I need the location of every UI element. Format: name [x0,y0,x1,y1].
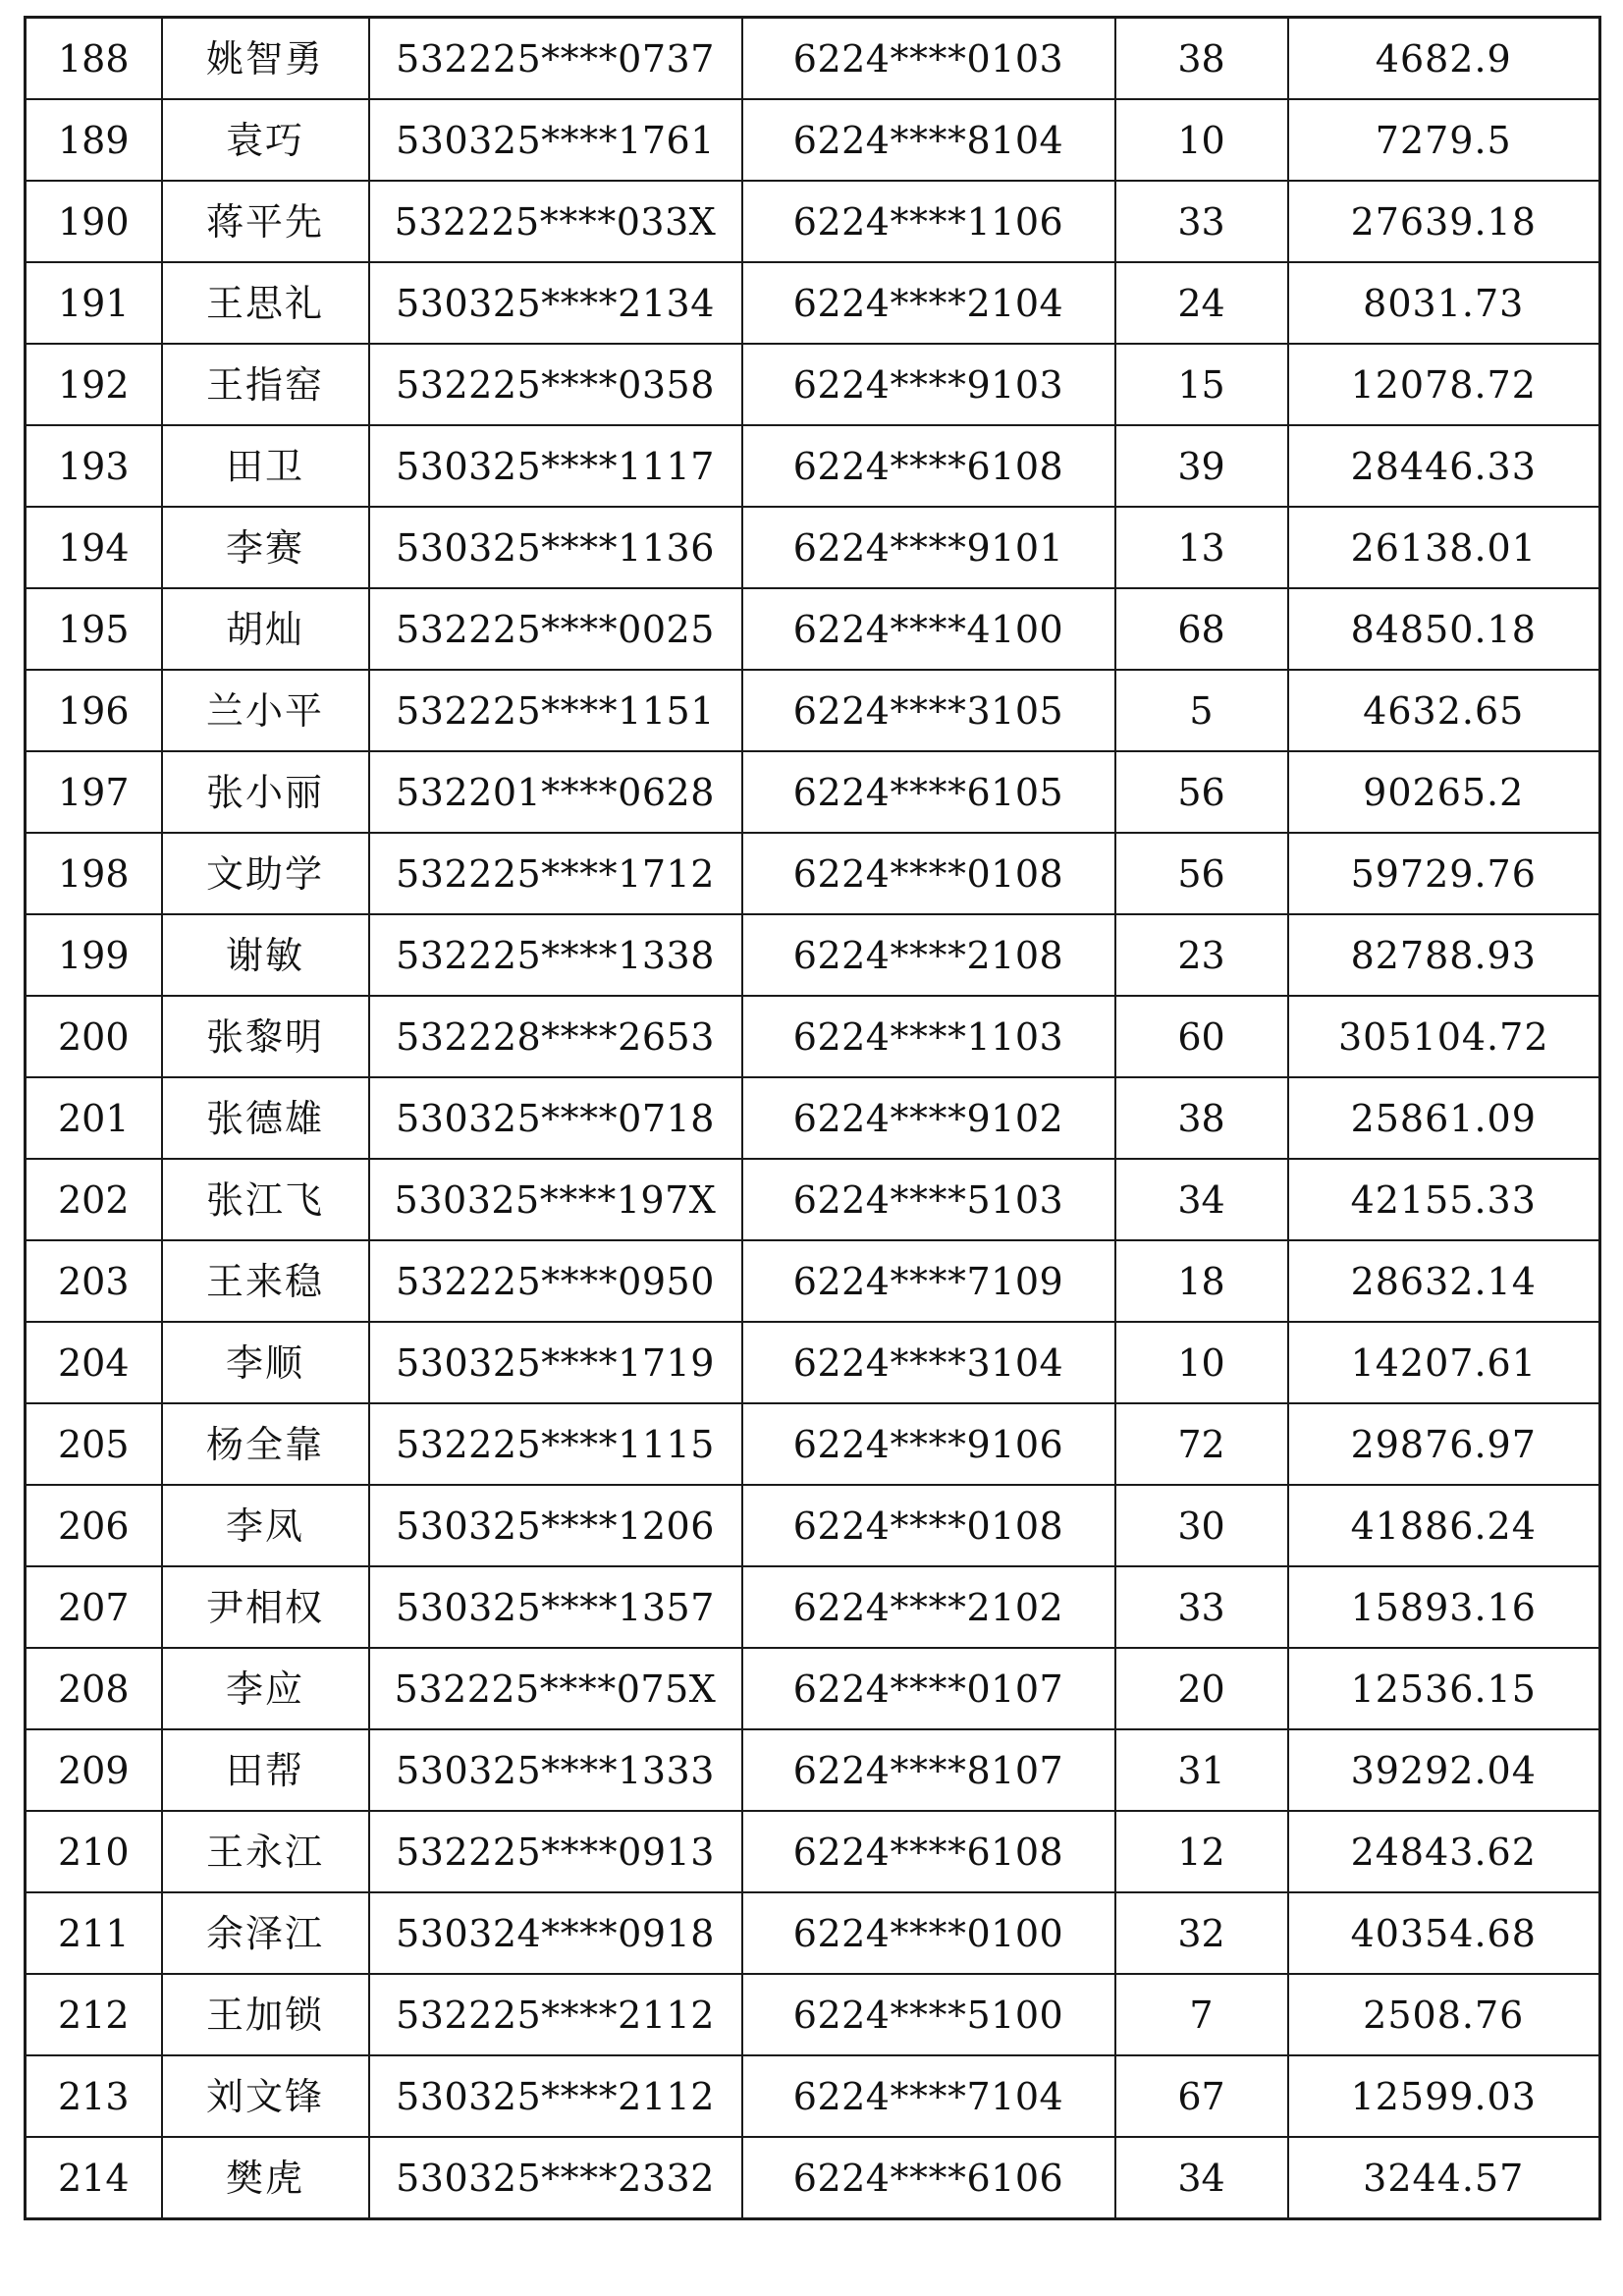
row-number-cell: 197 [26,751,162,833]
count-cell: 18 [1115,1240,1288,1322]
name-cell: 王永江 [162,1811,369,1892]
row-number-cell: 214 [26,2137,162,2219]
id-number-cell: 530325****2332 [369,2137,742,2219]
name-cell: 樊虎 [162,2137,369,2219]
table-row [26,1811,1600,1892]
card-number-cell: 6224****7104 [742,2055,1115,2137]
id-number-cell: 530325****1357 [369,1566,742,1648]
table-body [26,18,1600,2219]
count-cell: 10 [1115,1322,1288,1403]
name-cell: 张江飞 [162,1159,369,1240]
count-cell: 56 [1115,833,1288,914]
amount-cell: 82788.93 [1288,914,1600,996]
amount-cell: 39292.04 [1288,1729,1600,1811]
card-number-cell: 6224****8104 [742,99,1115,181]
name-cell: 姚智勇 [162,18,369,100]
id-number-cell: 530324****0918 [369,1892,742,1974]
card-number-cell: 6224****2108 [742,914,1115,996]
row-number-cell: 205 [26,1403,162,1485]
name-cell: 张德雄 [162,1077,369,1159]
amount-cell: 29876.97 [1288,1403,1600,1485]
id-number-cell: 532225****0737 [369,18,742,100]
table-row [26,1485,1600,1566]
count-cell: 7 [1115,1974,1288,2055]
amount-cell: 305104.72 [1288,996,1600,1077]
amount-cell: 28446.33 [1288,425,1600,507]
count-cell: 72 [1115,1403,1288,1485]
row-number-cell: 198 [26,833,162,914]
card-number-cell: 6224****2104 [742,262,1115,344]
id-number-cell: 532225****1115 [369,1403,742,1485]
name-cell: 李应 [162,1648,369,1729]
card-number-cell: 6224****0100 [742,1892,1115,1974]
table-row [26,1566,1600,1648]
table-row [26,262,1600,344]
id-number-cell: 532225****1338 [369,914,742,996]
row-number-cell: 195 [26,588,162,670]
name-cell: 张黎明 [162,996,369,1077]
id-number-cell: 532225****033X [369,181,742,262]
table-row [26,1403,1600,1485]
amount-cell: 84850.18 [1288,588,1600,670]
row-number-cell: 191 [26,262,162,344]
name-cell: 兰小平 [162,670,369,751]
name-cell: 袁巧 [162,99,369,181]
count-cell: 5 [1115,670,1288,751]
card-number-cell: 6224****0108 [742,1485,1115,1566]
id-number-cell: 530325****1136 [369,507,742,588]
amount-cell: 28632.14 [1288,1240,1600,1322]
id-number-cell: 530325****197X [369,1159,742,1240]
amount-cell: 3244.57 [1288,2137,1600,2219]
id-number-cell: 532225****1151 [369,670,742,751]
card-number-cell: 6224****9101 [742,507,1115,588]
name-cell: 文助学 [162,833,369,914]
id-number-cell: 532225****0025 [369,588,742,670]
card-number-cell: 6224****6108 [742,425,1115,507]
row-number-cell: 192 [26,344,162,425]
count-cell: 32 [1115,1892,1288,1974]
id-number-cell: 530325****1117 [369,425,742,507]
name-cell: 李凤 [162,1485,369,1566]
table-row [26,1729,1600,1811]
id-number-cell: 532225****0913 [369,1811,742,1892]
id-number-cell: 530325****1719 [369,1322,742,1403]
count-cell: 12 [1115,1811,1288,1892]
amount-cell: 59729.76 [1288,833,1600,914]
card-number-cell: 6224****5103 [742,1159,1115,1240]
count-cell: 24 [1115,262,1288,344]
amount-cell: 24843.62 [1288,1811,1600,1892]
name-cell: 刘文锋 [162,2055,369,2137]
count-cell: 30 [1115,1485,1288,1566]
count-cell: 33 [1115,1566,1288,1648]
name-cell: 谢敏 [162,914,369,996]
table-row [26,344,1600,425]
row-number-cell: 212 [26,1974,162,2055]
card-number-cell: 6224****0107 [742,1648,1115,1729]
id-number-cell: 532201****0628 [369,751,742,833]
card-number-cell: 6224****2102 [742,1566,1115,1648]
table-row [26,751,1600,833]
count-cell: 60 [1115,996,1288,1077]
row-number-cell: 188 [26,18,162,100]
id-number-cell: 530325****1761 [369,99,742,181]
table-row [26,1648,1600,1729]
row-number-cell: 193 [26,425,162,507]
row-number-cell: 210 [26,1811,162,1892]
card-number-cell: 6224****4100 [742,588,1115,670]
row-number-cell: 209 [26,1729,162,1811]
table-row [26,1892,1600,1974]
count-cell: 23 [1115,914,1288,996]
amount-cell: 4682.9 [1288,18,1600,100]
row-number-cell: 200 [26,996,162,1077]
amount-cell: 90265.2 [1288,751,1600,833]
count-cell: 34 [1115,1159,1288,1240]
table-row [26,2055,1600,2137]
name-cell: 李赛 [162,507,369,588]
card-number-cell: 6224****9102 [742,1077,1115,1159]
name-cell: 王加锁 [162,1974,369,2055]
count-cell: 38 [1115,1077,1288,1159]
name-cell: 田卫 [162,425,369,507]
amount-cell: 42155.33 [1288,1159,1600,1240]
name-cell: 余泽江 [162,1892,369,1974]
row-number-cell: 208 [26,1648,162,1729]
id-number-cell: 530325****0718 [369,1077,742,1159]
amount-cell: 4632.65 [1288,670,1600,751]
row-number-cell: 201 [26,1077,162,1159]
count-cell: 13 [1115,507,1288,588]
data-table [24,16,1601,2220]
name-cell: 胡灿 [162,588,369,670]
name-cell: 杨全靠 [162,1403,369,1485]
amount-cell: 26138.01 [1288,507,1600,588]
amount-cell: 40354.68 [1288,1892,1600,1974]
count-cell: 68 [1115,588,1288,670]
card-number-cell: 6224****6108 [742,1811,1115,1892]
table-row [26,2137,1600,2219]
name-cell: 尹相权 [162,1566,369,1648]
table-row [26,1974,1600,2055]
card-number-cell: 6224****9106 [742,1403,1115,1485]
name-cell: 张小丽 [162,751,369,833]
id-number-cell: 532225****0950 [369,1240,742,1322]
count-cell: 31 [1115,1729,1288,1811]
table-row [26,914,1600,996]
id-number-cell: 530325****2134 [369,262,742,344]
card-number-cell: 6224****7109 [742,1240,1115,1322]
table-row [26,670,1600,751]
card-number-cell: 6224****5100 [742,1974,1115,2055]
row-number-cell: 199 [26,914,162,996]
card-number-cell: 6224****8107 [742,1729,1115,1811]
table-row [26,996,1600,1077]
count-cell: 20 [1115,1648,1288,1729]
id-number-cell: 532225****0358 [369,344,742,425]
amount-cell: 14207.61 [1288,1322,1600,1403]
count-cell: 39 [1115,425,1288,507]
row-number-cell: 204 [26,1322,162,1403]
table-row [26,1322,1600,1403]
card-number-cell: 6224****1106 [742,181,1115,262]
table-row [26,1240,1600,1322]
table-row [26,588,1600,670]
id-number-cell: 532228****2653 [369,996,742,1077]
amount-cell: 12078.72 [1288,344,1600,425]
amount-cell: 41886.24 [1288,1485,1600,1566]
card-number-cell: 6224****0103 [742,18,1115,100]
table-row [26,181,1600,262]
count-cell: 34 [1115,2137,1288,2219]
count-cell: 15 [1115,344,1288,425]
amount-cell: 27639.18 [1288,181,1600,262]
id-number-cell: 530325****1206 [369,1485,742,1566]
card-number-cell: 6224****3104 [742,1322,1115,1403]
row-number-cell: 203 [26,1240,162,1322]
row-number-cell: 206 [26,1485,162,1566]
count-cell: 33 [1115,181,1288,262]
count-cell: 10 [1115,99,1288,181]
table-row [26,99,1600,181]
id-number-cell: 532225****2112 [369,1974,742,2055]
id-number-cell: 532225****075X [369,1648,742,1729]
table-row [26,833,1600,914]
name-cell: 田帮 [162,1729,369,1811]
row-number-cell: 190 [26,181,162,262]
card-number-cell: 6224****9103 [742,344,1115,425]
count-cell: 38 [1115,18,1288,100]
name-cell: 王来稳 [162,1240,369,1322]
amount-cell: 12536.15 [1288,1648,1600,1729]
id-number-cell: 532225****1712 [369,833,742,914]
table-row [26,425,1600,507]
amount-cell: 2508.76 [1288,1974,1600,2055]
table-row [26,1159,1600,1240]
amount-cell: 12599.03 [1288,2055,1600,2137]
amount-cell: 15893.16 [1288,1566,1600,1648]
id-number-cell: 530325****2112 [369,2055,742,2137]
row-number-cell: 202 [26,1159,162,1240]
amount-cell: 8031.73 [1288,262,1600,344]
name-cell: 王指窑 [162,344,369,425]
row-number-cell: 189 [26,99,162,181]
card-number-cell: 6224****3105 [742,670,1115,751]
table-row [26,507,1600,588]
name-cell: 李顺 [162,1322,369,1403]
name-cell: 王思礼 [162,262,369,344]
table-row [26,1077,1600,1159]
name-cell: 蒋平先 [162,181,369,262]
table-row [26,18,1600,100]
row-number-cell: 194 [26,507,162,588]
card-number-cell: 6224****6105 [742,751,1115,833]
row-number-cell: 213 [26,2055,162,2137]
card-number-cell: 6224****0108 [742,833,1115,914]
card-number-cell: 6224****6106 [742,2137,1115,2219]
row-number-cell: 207 [26,1566,162,1648]
amount-cell: 7279.5 [1288,99,1600,181]
row-number-cell: 211 [26,1892,162,1974]
card-number-cell: 6224****1103 [742,996,1115,1077]
count-cell: 56 [1115,751,1288,833]
row-number-cell: 196 [26,670,162,751]
amount-cell: 25861.09 [1288,1077,1600,1159]
count-cell: 67 [1115,2055,1288,2137]
id-number-cell: 530325****1333 [369,1729,742,1811]
